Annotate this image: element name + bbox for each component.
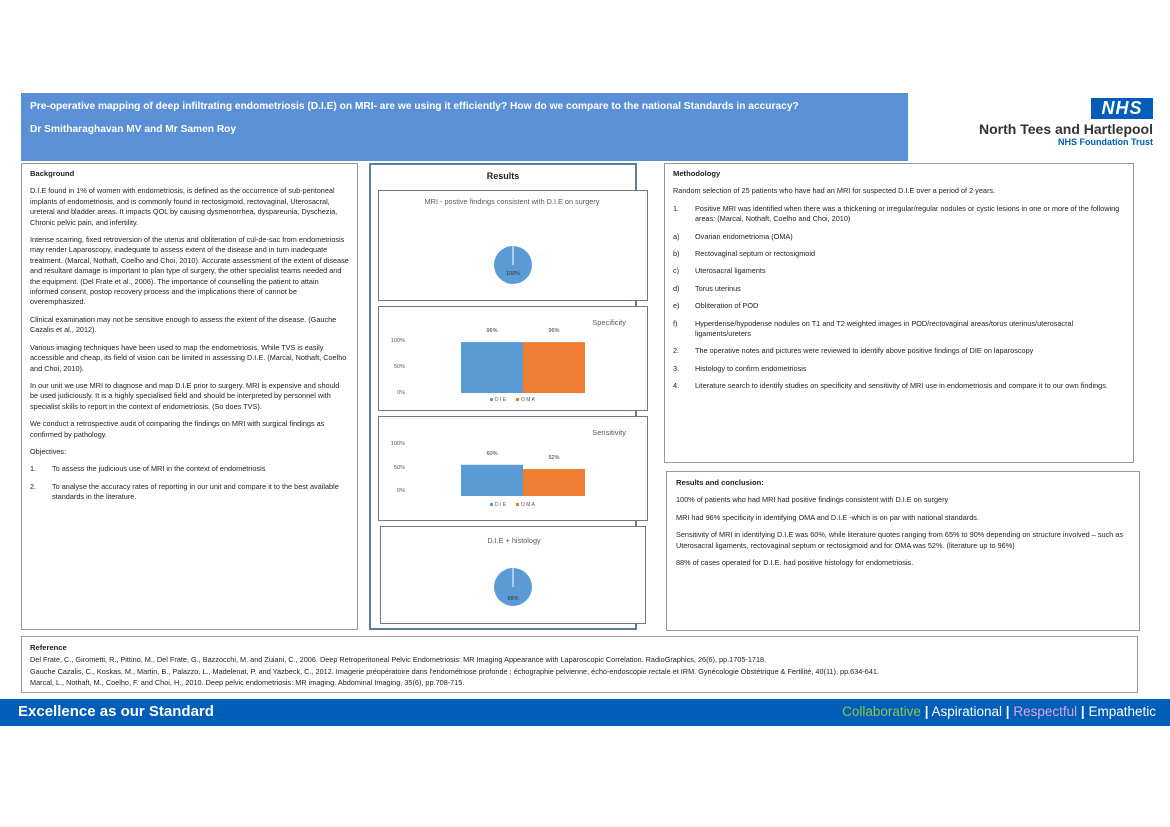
- bar-chart-svg: [379, 307, 649, 412]
- item-marker: d): [673, 283, 680, 293]
- methodology-item: [673, 266, 1125, 276]
- mri-positive-chart: [378, 190, 648, 301]
- trust-subtitle: NHS Foundation Trust: [1058, 137, 1153, 147]
- reference-heading: Reference: [30, 643, 67, 652]
- objective-text: To assess the judicious use of MRI in the context of endometriosis: [52, 464, 266, 474]
- item-text: Hyperdense/hypodense nodules on T1 and T2 weighted images in POD/rectovaginal areas/torus uterinus/uterosacral ligaments/ureters: [695, 318, 1074, 339]
- trust-values: [842, 704, 1156, 719]
- background-panel: [21, 163, 358, 630]
- results-heading: Results: [486, 171, 520, 181]
- results-panel: [369, 163, 637, 630]
- methodology-list: [673, 204, 1125, 392]
- reference-item: Gauche Cazalis, C., Koskas, M., Martin, B., Palazzo, L., Madelenat, P. and Yazbeck, C., 2012. Imagerie préopératoire dans l'endométriose profonde : échographie pelvienne, écho-endoscopie rectale et IRM. Gynécologie Obstétrique & Fertilité, 40(11), pp.634-641.: [30, 666, 879, 676]
- histology-chart: [380, 526, 646, 624]
- item-text: Literature search to identify studies on specificity and sensitivity of MRI use in endometriosis and compare it to our own findings.: [695, 381, 1108, 391]
- methodology-panel: [664, 163, 1134, 463]
- methodology-intro: Random selection of 25 patients who have had an MRI for suspected D.I.E over a period of 2 years.: [673, 186, 996, 196]
- methodology-item: [673, 346, 1125, 356]
- nhs-badge: NHS: [1091, 98, 1153, 119]
- background-paragraph: Intense scarring, fixed retroversion of the uterus and obliteration of cul-de-sac from endometriosis may render Laparoscopy, inadequate to assess extent of the disease and in turn inadequate treatment. (Marcal, Nothaft, Coelho and Choi, 2010). Accurate assessment of the extent of disease and resultant damage is important to plan type of surgery, the other specialist teams needed and the equipment. (Del Frate et al., 2006). The importance of counselling the patient to attain informed consent, postop recovery process and the implications there of cannot be overemphasized.: [30, 235, 349, 307]
- poster-authors: Dr Smitharaghavan MV and Mr Samen Roy: [30, 124, 237, 135]
- background-paragraph: Clinical examination may not be sensitive enough to assess the extent of the disease. (Gauche Cazalis et al., 2012).: [30, 314, 337, 335]
- bar-die: [461, 465, 523, 496]
- background-paragraph: We conduct a retrospective audit of comparing the findings on MRI with surgical findings as confirmed by pathology.: [30, 419, 325, 439]
- legend-swatch-oma: [516, 398, 519, 401]
- methodology-item: [673, 301, 1125, 311]
- legend-swatch-oma: [516, 503, 519, 506]
- value-separator: |: [1005, 704, 1010, 719]
- conclusion-paragraph: 88% of cases operated for D.I.E. had positive histology for endometriosis.: [676, 558, 914, 568]
- bar-data-label: 96%: [486, 328, 498, 335]
- value-separator: |: [924, 704, 929, 719]
- background-paragraph: D.I.E found in 1% of women with endometriosis, is defined as the occurrence of sub-peritoneal implants of endometriosis, and is commonly found in rectosigmoid, rectovaginal, Uterosacral, ureteral and bladder areas. It impacts QOL by causing dysmenorrhea, dyspareunia, Dyschezia, Chronic pelvic pain, and infertility.: [30, 186, 338, 227]
- legend-swatch-die: [490, 503, 493, 506]
- methodology-item: [673, 284, 1125, 294]
- conclusion-heading: Results and conclusion:: [676, 478, 764, 487]
- item-text: Uterosacral ligaments: [695, 266, 766, 276]
- bar-data-label: 96%: [548, 328, 560, 335]
- item-text: Positive MRI was identified when there was a thickening or irregular/regular nodules or cystic lesions in one or more of the following areas: (Marcal, Nothaft, Coelho and Choi, 2010): [695, 203, 1120, 224]
- value-separator: |: [1080, 704, 1085, 719]
- item-marker: 2.: [673, 346, 680, 356]
- conclusion-panel: [666, 471, 1140, 631]
- pie-data-label: 88%: [507, 596, 519, 602]
- objectives-list: [30, 464, 349, 502]
- background-paragraph: In our unit we use MRI to diagnose and map D.I.E prior to surgery. MRI is expensive and should be used judiciously. It is a highly specialised field and should be interpreted by personnel with specialist skills to report in the context of endometriosis. (So does TVS).: [30, 380, 340, 411]
- objective-number: 1.: [30, 464, 37, 474]
- nhs-trust-logo: [925, 98, 1155, 150]
- bar-oma: [523, 469, 585, 496]
- item-marker: c): [673, 266, 680, 276]
- footer-bar: [0, 699, 1170, 726]
- methodology-heading: Methodology: [673, 169, 721, 178]
- item-marker: f): [673, 318, 678, 328]
- chart-title: Sensitivity: [592, 428, 626, 437]
- background-heading: Background: [30, 169, 75, 178]
- reference-item: Del Frate, C., Girometti, R., Pittino, M., Del Frate, G., Bazzocchi, M. and Zuiani, C., 2006. Deep Retroperitoneal Pelvic Endometriosis: MR Imaging Appearance with Laparoscopic Correlation. RadioGraphics, 26(6), pp.1705-1718.: [30, 655, 767, 665]
- y-tick-label: 100%: [390, 441, 405, 447]
- pie-chart-svg: [381, 527, 647, 625]
- methodology-item: [673, 381, 1125, 391]
- y-tick-label: 100%: [390, 338, 405, 344]
- methodology-item: [673, 232, 1125, 242]
- y-tick-label: 50%: [393, 465, 405, 471]
- item-text: Obliteration of POD: [695, 301, 759, 311]
- reference-panel: [21, 636, 1138, 693]
- item-marker: e): [673, 301, 680, 311]
- specificity-chart: [378, 306, 648, 411]
- bar-chart-svg: [379, 417, 649, 522]
- pie-chart-svg: [379, 191, 649, 302]
- item-text: The operative notes and pictures were reviewed to identify above positive findings of DIE on laparoscopy: [695, 346, 1034, 356]
- item-text: Torus uterinus: [695, 283, 741, 293]
- methodology-item: [673, 319, 1125, 340]
- poster-title: Pre-operative mapping of deep infiltrating endometriosis (D.I.E) on MRI- are we using it efficiently? How do we compare to the national Standards in accuracy?: [30, 101, 799, 112]
- value-empathetic: Empathetic: [1088, 704, 1156, 719]
- reference-item: Marcal, L., Nothaft, M., Coelho, F. and Choi, H., 2010. Deep pelvic endometriosis: MR imaging. Abdominal Imaging, 35(6), pp.708-715.: [30, 678, 465, 688]
- item-marker: 3.: [673, 363, 680, 373]
- item-marker: a): [673, 231, 680, 241]
- value-aspirational: Aspirational: [931, 704, 1003, 719]
- objective-item: [30, 464, 349, 474]
- y-tick-label: 0%: [397, 390, 405, 396]
- legend-label: O M A: [521, 502, 535, 508]
- title-banner: [21, 93, 908, 161]
- methodology-item: [673, 249, 1125, 259]
- chart-title: MRI - postive findings consistent with D.I.E on surgery: [424, 197, 600, 206]
- legend-swatch-die: [490, 398, 493, 401]
- chart-title: D.I.E + histology: [487, 536, 541, 545]
- footer-slogan: Excellence as our Standard: [18, 703, 214, 720]
- legend-label: O M A: [521, 397, 535, 403]
- legend-label: D I E: [495, 397, 507, 403]
- item-text: Rectovaginal septum or rectosigmoid: [695, 249, 816, 259]
- trust-name: North Tees and Hartlepool: [979, 121, 1153, 137]
- bar-data-label: 60%: [486, 450, 498, 457]
- objective-text: To analyse the accuracy rates of reporting in our unit and compare it to the best available standards in the literature.: [52, 481, 339, 502]
- objectives-label: Objectives:: [30, 446, 67, 456]
- objective-item: [30, 482, 349, 503]
- item-text: Histology to confirm endometriosis: [695, 363, 807, 373]
- item-marker: 4.: [673, 381, 680, 391]
- sensitivity-chart: [378, 416, 648, 521]
- methodology-item: [673, 204, 1125, 225]
- conclusion-paragraph: MRI had 96% specificity in identifying OMA and D.I.E -which is on par with national standards.: [676, 512, 979, 522]
- item-marker: b): [673, 249, 680, 259]
- value-respectful: Respectful: [1013, 704, 1078, 719]
- y-tick-label: 0%: [397, 488, 405, 494]
- item-marker: 1.: [673, 203, 680, 213]
- legend-label: D I E: [495, 502, 507, 508]
- y-tick-label: 50%: [393, 364, 405, 370]
- item-text: Ovarian endometrioma (OMA): [695, 231, 793, 241]
- background-paragraph: Various imaging techniques have been used to map the endometriosis. While TVS is easily accessible and cheap, its field of vision can be limited in assessing D.I.E. (Marcal, Nothaft, Coelho and Choi, 2010).: [30, 342, 347, 373]
- pie-data-label: 100%: [505, 271, 521, 277]
- bar-die: [461, 342, 523, 393]
- bar-oma: [523, 342, 585, 393]
- chart-title: Specificity: [592, 318, 626, 327]
- value-collaborative: Collaborative: [842, 704, 921, 719]
- objective-number: 2.: [30, 481, 37, 491]
- bar-data-label: 52%: [548, 454, 560, 461]
- conclusion-paragraph: Sensitivity of MRI in identifying D.I.E was 60%, while literature quotes ranging from 65% to 90% depending on structure involved – such as Uterosacral ligaments, rectovaginal septum or rectosigmoid and for OMA was 52%. (literature up to 96%): [676, 530, 1123, 550]
- methodology-item: [673, 364, 1125, 374]
- conclusion-paragraph: 100% of patients who had MRI had positive findings consistent with D.I.E on surgery: [676, 495, 949, 505]
